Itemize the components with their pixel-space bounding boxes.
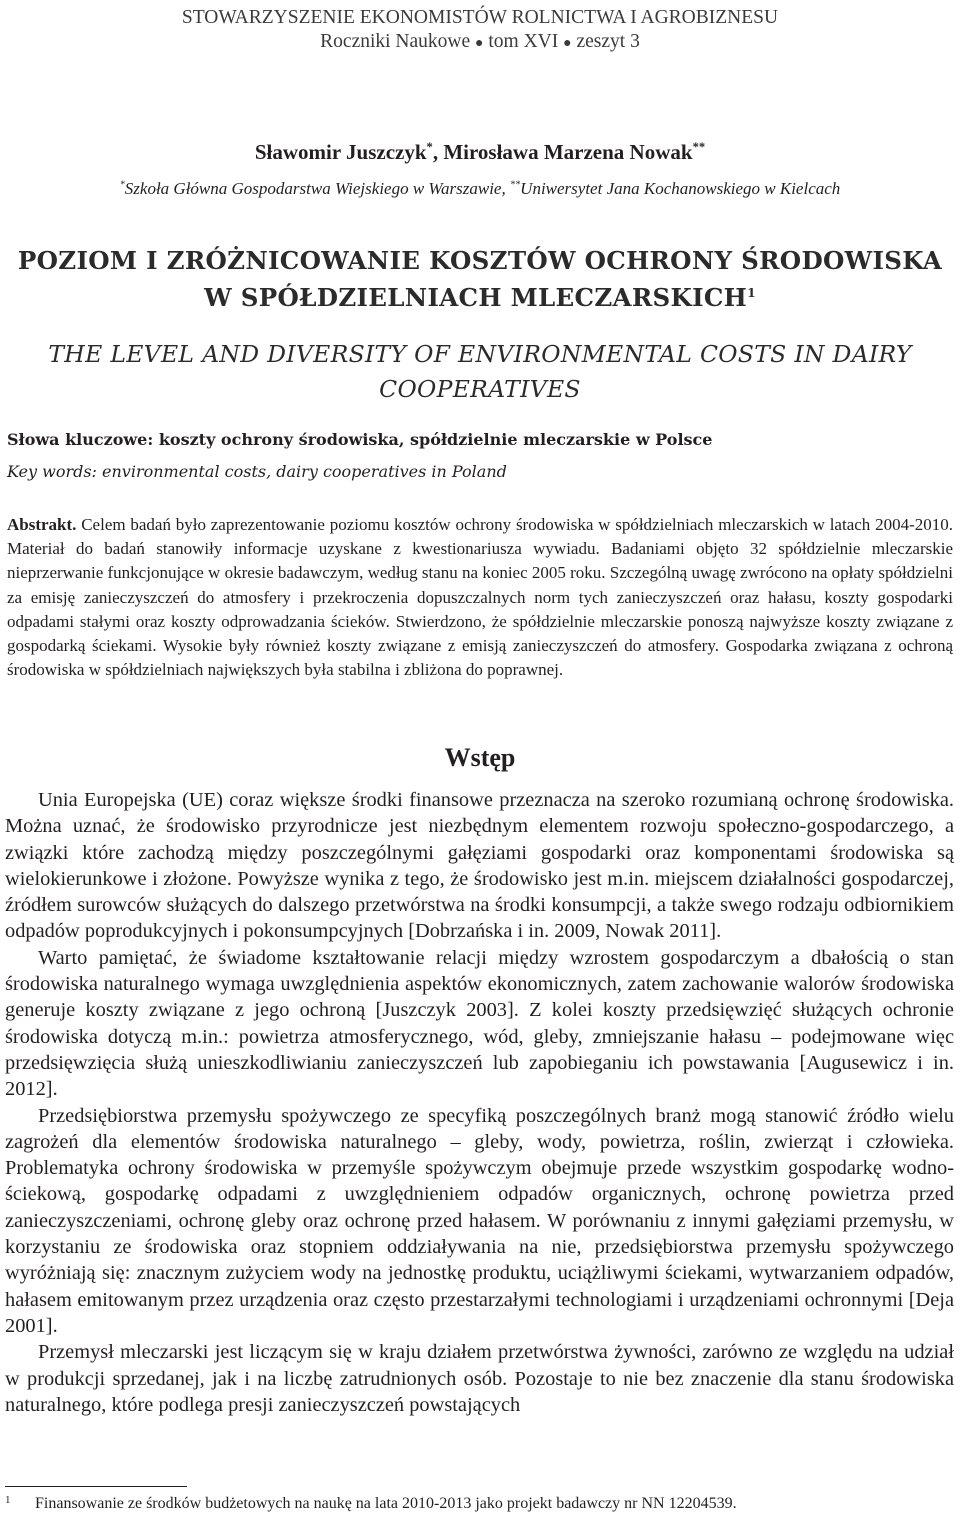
keywords-polish: Słowa kluczowe: koszty ochrony środowiska, spółdzielnie mleczarskie w Polsce [7, 430, 713, 449]
footnote-divider [5, 1486, 187, 1487]
affiliation-mark: * [426, 140, 433, 154]
affiliation-mark: ** [692, 140, 706, 154]
journal-name: Roczniki Naukowe [320, 31, 471, 52]
affiliation: Uniwersytet Jana Kochanowskiego w Kielcach [520, 179, 841, 198]
paragraph: Przemysł mleczarski jest liczącym się w kraju działem przetwórstwa żywności, zarówno ze względu na udział w produkcji sprzedanej, jak i na liczbę zatrudnionych osób. Pozostaje to nie bez znaczenie dla stanu środowiska naturalnego, które podlega presji zanieczyszczeń powstających [5, 1341, 954, 1416]
paragraph: Przedsiębiorstwa przemysłu spożywczego ze specyfiką poszczególnych branż mogą stanowić źródło wielu zagrożeń dla elementów środowiska naturalnego – gleby, wody, powietrza, roślin, zwierząt i człowieka. Problematyka ochrony środowiska w przemyśle spożywczym obejmuje przede wszystkim gospodarkę wodno-ściekową, gospodarkę odpadami z uwzględnieniem odpadów organicznych, ochronę powietrza przed zanieczyszczeniami, ochronę gleby oraz ochronę przed hałasem. W porównaniu z innymi gałęziami przemysłu, w korzystaniu ze środowiska oraz stopniem oddziaływania na nie, przedsiębiorstwa przemysłu spożywczego wyróżniają się: znacznym zużyciem wody na jednostkę produktu, uciążliwymi ściekami, wytwarzaniem odpadów, hałasem emitowanym przez urządzenia oraz często przestarzałymi technologiami i urządzeniami ochronnymi [Deja 2001]. [5, 1104, 954, 1337]
affiliation-mark: ** [509, 179, 521, 191]
affiliation: Szkoła Główna Gospodarstwa Wiejskiego w Warszawie, [124, 179, 510, 198]
bullet-icon: ● [563, 36, 572, 51]
keywords-english: Key words: environmental costs, dairy cooperatives in Poland [7, 462, 507, 481]
title-line: THE LEVEL AND DIVERSITY OF ENVIRONMENTAL COSTS IN DAIRY [48, 340, 912, 368]
volume: tom XVI [488, 31, 559, 52]
title-english [0, 337, 960, 407]
affiliations [0, 177, 960, 201]
paragraph: Unia Europejska (UE) coraz większe środki finansowe przeznacza na szeroko rozumianą ochronę środowiska. Można uznać, że środowisko przyrodnicze jest niezbędnym elementem rozwoju społeczno-gospodarczego, a związki które zachodzą między poszczególnymi gałęziami gospodarki oraz komponentami środowiska są wielokierunkowe i złożone. Powyższe wynika z tego, że środowisko jest m.in. miejscem działalności gospodarczej, źródłem surowców służących do dalszego przetwórstwa na środki konsumpcji, a także swego rodzaju odbiornikiem odpadów poprodukcyjnych i pokonsumpcyjnych [Dobrzańska i in. 2009, Nowak 2011]. [5, 789, 954, 943]
author-name: Sławomir Juszczyk [254, 140, 427, 164]
footnote-mark: 1 [5, 1494, 11, 1506]
body-text [5, 787, 954, 1418]
author-separator: , [432, 140, 444, 164]
association-name: STOWARZYSZENIE EKONOMISTÓW ROLNICTWA I AGROBIZNESU [181, 7, 779, 28]
abstract [7, 513, 953, 682]
bullet-icon: ● [475, 36, 484, 51]
affiliation-mark: * [119, 179, 125, 191]
footnote-mark: 1 [747, 284, 756, 300]
abstract-label: Abstrakt. [7, 515, 77, 534]
journal-line [0, 30, 960, 56]
running-head [0, 6, 960, 56]
title-polish [0, 242, 960, 316]
title-line: W SPÓŁDZIELNIACH MLECZARSKICH$^1$ [204, 283, 756, 312]
abstract-text: Celem badań było zaprezentowanie poziomu kosztów ochrony środowiska w spółdzielniach mleczarskich w latach 2004-2010. Materiał do badań stanowiły informacje uzyskane z kwestionariusza wywiadu. Badaniami objęto 32 spółdzielnie mleczarskie nieprzerwanie funkcjonujące w okresie badawczym, według stanu na koniec 2005 roku. Szczególną uwagę zwrócono na opłaty spółdzielni za emisję zanieczyszczeń do atmosfery i przekroczenia dopuszczalnych norm tych zanieczyszczeń oraz hałasu, koszty gospodarki odpadami stałymi oraz koszty odprowadzania ścieków. Stwierdzono, że spółdzielnie mleczarskie ponoszą najwyższe koszty związane z gospodarką ściekami. Wysokie były również koszty związane z emisją zanieczyszczeń do atmosfery. Gospodarka związana z ochroną środowiska w spółdzielniach największych była stabilna i zbliżona do poprawnej. [7, 515, 953, 680]
section-title: Wstęp [444, 743, 516, 772]
authors [0, 138, 960, 166]
author-name: Mirosława Marzena Nowak [443, 140, 693, 164]
footnote-text: Finansowanie ze środków budżetowych na naukę na lata 2010-2013 jako projekt badawczy nr NN 12204539. [35, 1495, 737, 1512]
paragraph: Warto pamiętać, że świadome kształtowanie relacji między wzrostem gospodarczym a dbałością o stan środowiska naturalnego wymaga uwzględnienia aspektów ekonomicznych, zatem zachowanie walorów środowiska generuje koszty związane z jego ochroną [Juszczyk 2003]. Z kolei koszty przedsięwzięć służących ochronie środowiska dotyczą m.in.: powietrza atmosferycznego, wód, gleby, zmniejszanie hałasu – podejmowane więc przedsięwzięcia służą unieszkodliwianiu zanieczyszczeń lub zapobieganiu ich powstawania [Augusewicz i in. 2012]. [5, 946, 954, 1101]
footnote [5, 1493, 954, 1515]
title-line: POZIOM I ZRÓŻNICOWANIE KOSZTÓW OCHRONY ŚRODOWISKA [17, 246, 943, 275]
title-line: COOPERATIVES [379, 375, 581, 403]
issue: zeszyt 3 [576, 31, 640, 52]
